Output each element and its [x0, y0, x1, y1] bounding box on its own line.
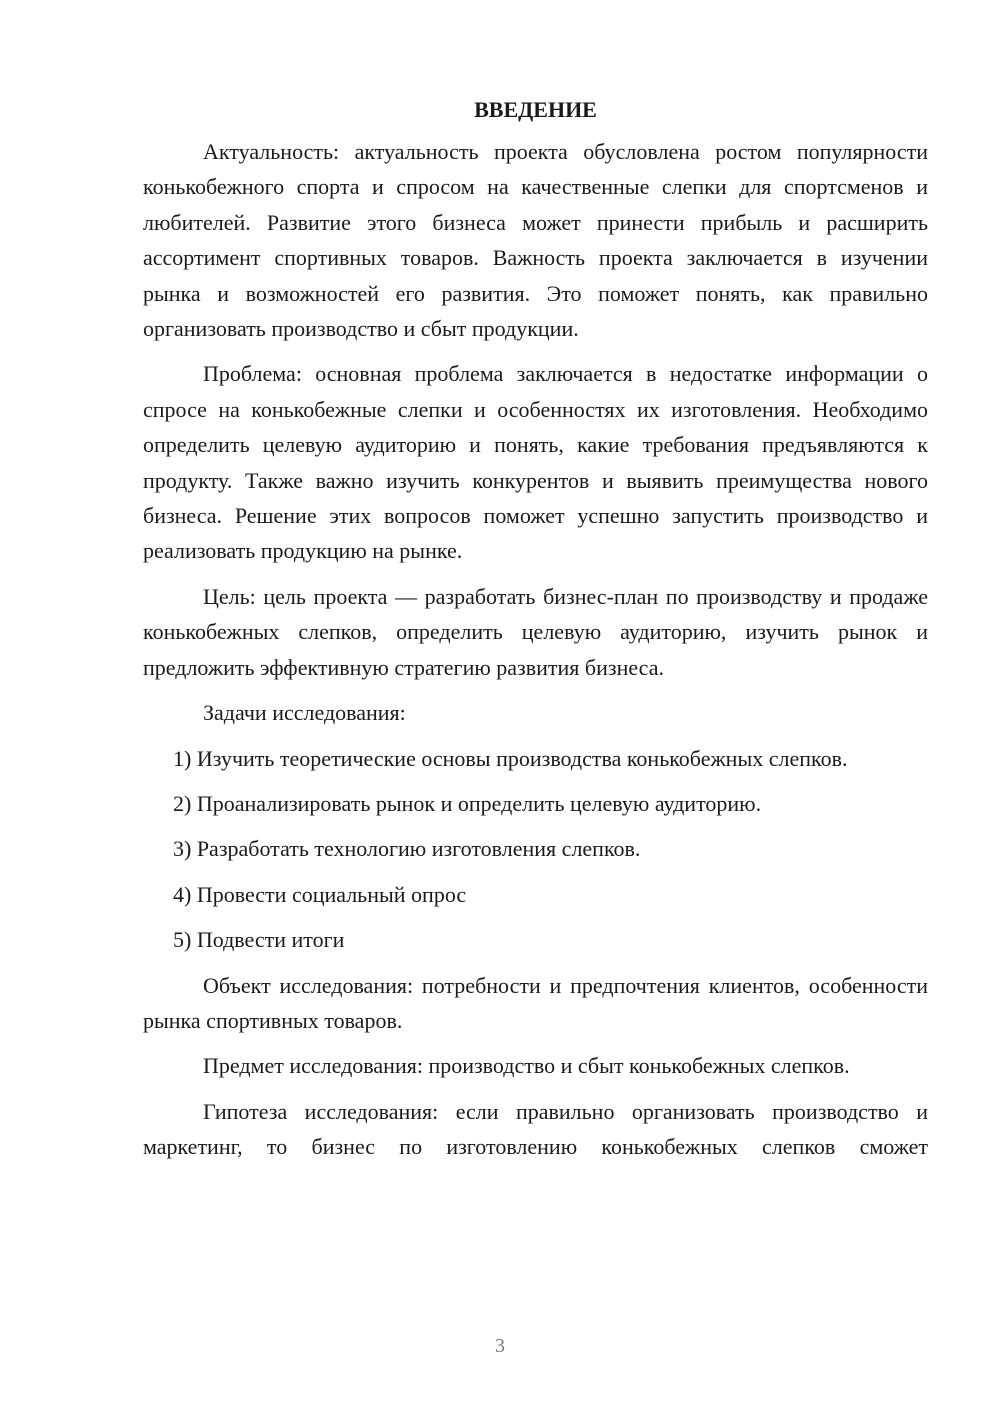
- section-title: ВВЕДЕНИЕ: [474, 97, 597, 122]
- task-item: 2) Проанализировать рынок и определить целевую аудиторию.: [173, 790, 762, 816]
- task-item: 3) Разработать технологию изготовления слепков.: [173, 836, 641, 862]
- task-item: 4) Провести социальный опрос: [173, 881, 467, 907]
- tasks-heading: Задачи исследования:: [203, 700, 406, 726]
- goal-paragraph: Цель: цель проекта — разработать бизнес-план по производству и продаже конькобежных слепков, определить целевую аудиторию, изучить рынок и предложить эффективную стратегию развития бизнеса.: [143, 583, 928, 680]
- page-number: 3: [495, 1335, 505, 1357]
- page-body: [143, 95, 928, 1165]
- task-item: 1) Изучить теоретические основы производства конькобежных слепков.: [173, 745, 848, 771]
- object-paragraph: Объект исследования: потребности и предпочтения клиентов, особенности рынка спортивных товаров.: [143, 972, 928, 1033]
- problem-paragraph: Проблема: основная проблема заключается в недостатке информации о спросе на конькобежные слепки и особенностях их изготовления. Необходимо определить целевую аудиторию и понять, какие требования предъявляются к продукту. Также важно изучить конкурентов и выявить преимущества нового бизнеса. Решение этих вопросов поможет успешно запустить производство и реализовать продукцию на рынке.: [143, 361, 928, 564]
- subject-paragraph: Предмет исследования: производство и сбыт конькобежных слепков.: [203, 1053, 850, 1079]
- hypothesis-paragraph: Гипотеза исследования: если правильно организовать производство и маркетинг, то бизнес по изготовлению конькобежных слепков сможет: [143, 1098, 928, 1160]
- task-item: 5) Подвести итоги: [173, 927, 345, 953]
- relevance-paragraph: Актуальность: актуальность проекта обусловлена ростом популярности конькобежного спорта и спросом на качественные слепки для спортсменов и любителей. Развитие этого бизнеса может принести прибыль и расширить ассортимент спортивных товаров. Важность проекта заключается в изучении рынка и возможностей его развития. Это поможет понять, как правильно организовать производство и сбыт продукции.: [143, 139, 928, 342]
